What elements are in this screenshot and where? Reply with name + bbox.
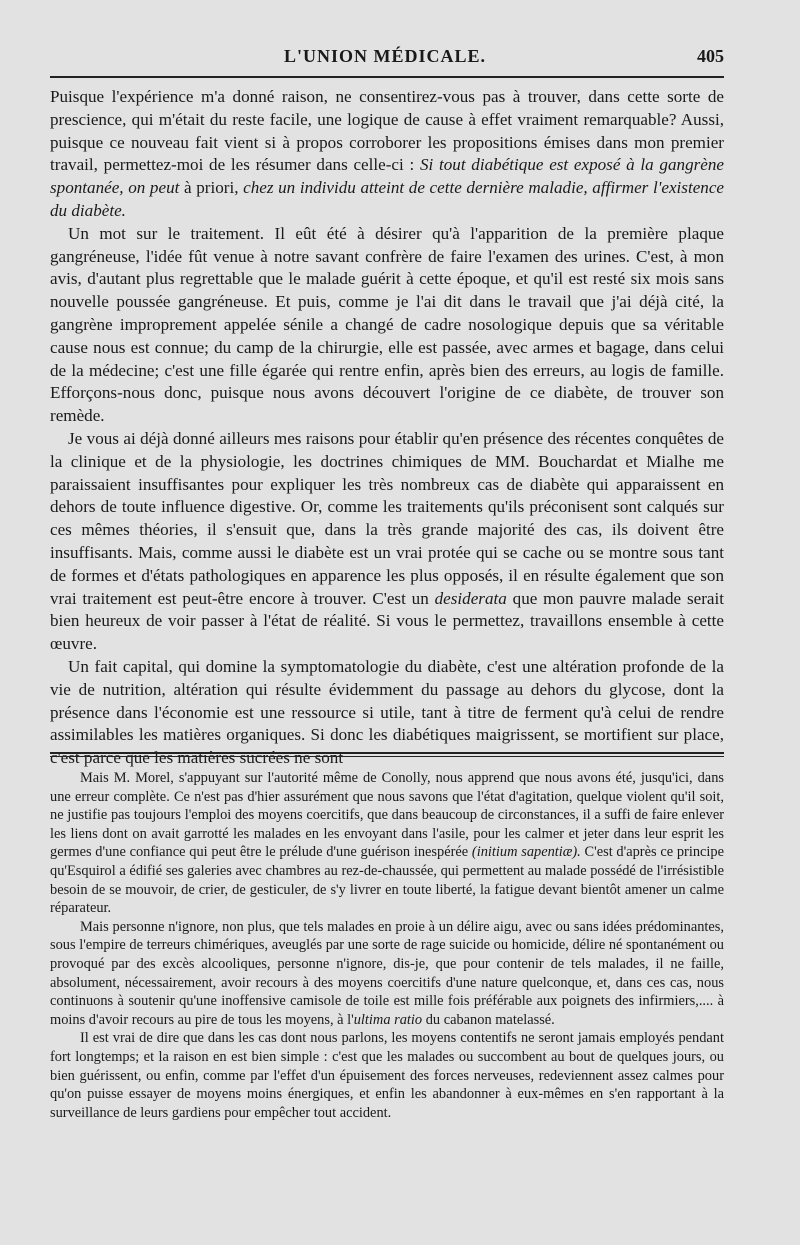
- footnote-italic-text: ultima ratio: [353, 1011, 423, 1028]
- footnote-rule-thin: [50, 756, 724, 757]
- footnote-text: du cabanon matelassé.: [422, 1011, 555, 1028]
- body-text: Un fait capital, qui domine la symptomatologie du diabète, c'est une altération profonde de la vie de nutrition, altération qui résulte évidemment du passage au dehors du glycose, dont la présence dans l'économie est une ressource si utile, tant à titre de ferment qu'à celui de rendre assimilables les matières organiques. Si donc les diabétiques maigrissent, se mortifient sur place, c'est parce que les matières sucrées ne sont: [50, 656, 724, 768]
- footnote-italic-text: (initium sapentiæ).: [471, 844, 581, 861]
- page-number: 405: [697, 46, 724, 66]
- body-paragraph: [50, 428, 724, 656]
- body-text: Je vous ai déjà donné ailleurs mes raisons pour établir qu'en présence des récentes conquêtes de la clinique et de la physiologie, les doctrines chimiques de MM. Bouchardat et Mialhe me paraissaient insuffisantes pour expliquer les très nombreux cas de diabète qui apparaissent en dehors de toute influence digestive. Or, comme les traitements qu'ils préconisent sont calqués sur ces mêmes théories, il s'ensuit que, dans la très grande majorité des cas, ils doivent être insuffisants. Mais, comme aussi le diabète est un vrai protée qui se cache ou se montre sous tant de formes et d'états pathologiques en apparence les plus opposés, il en résulte également que son vrai traitement est peut-être encore à trouver. C'est un: [50, 428, 724, 608]
- journal-title: L'UNION MÉDICALE.: [283, 46, 487, 66]
- footnote-text: Mais personne n'ignore, non plus, que tels malades en proie à un délire aigu, avec ou sans idées prédominantes, sous l'empire de terreurs chimériques, aveuglés par une sorte de rage suicide ou homicide, délire né spontanément ou provoqué par des excès alcooliques, personne n'ignore, dis-je, que pour contenir de tels malades, il ne faille, absolument, nécessairement, avoir recours à des moyens coercitifs d'une nature quelconque, et, dans ces cas, nous continuons à soutenir qu'une inoffensive camisole de toile est mille fois préférable aux poignets des infirmiers,.... à moins d'avoir recours au pire de tous les moyens, à l': [50, 918, 724, 1028]
- footnote-text: Mais M. Morel, s'appuyant sur l'autorité même de Conolly, nous apprend que nous avons été, jusqu'ici, dans une erreur complète. Ce n'est pas d'hier assurément que nous savons que l'état d'agitation, quelque violent qu'il soit, ne justifie pas toujours l'emploi des moyens coercitifs, que dans beaucoup de circonstances, il a suffi de faire enlever les liens dont on avait garrotté les malades en les envoyant dans l'asile, pour les calmer et jeter dans leur esprit les germes d'une confiance qui peut être le prélude d'une guérison inespérée: [50, 770, 724, 861]
- body-text: Puisque l'expérience m'a donné raison, ne consentirez-vous pas à trouver, dans cette sorte de prescience, qui m'était du reste facile, une logique de cause à effet vraiment remarquable? Aussi, puisque ce nouveau fait vient si à propos corroborer les propositions émises dans mon premier travail, permettez-moi de les résumer dans celle-ci :: [50, 87, 724, 175]
- body-text: à priori,: [179, 178, 244, 198]
- body-text: Un mot sur le traitement. Il eût été à désirer qu'à l'apparition de la première plaque gangréneuse, l'idée fût venue à notre savant confrère de faire l'examen des urines. C'est, à mon avis, d'autant plus regrettable que le malade guérit à cette époque, et qu'il est resté six mois sans nouvelle poussée gangréneuse. Et puis, comme je l'ai dit dans le travail que j'ai déjà cité, la gangrène improprement appelée sénile a changé de cadre nosologique depuis que sa véritable cause nous est connue; du camp de la chirurgie, elle est passée, avec armes et bagage, dans celui de la médecine; c'est une fille égarée qui rentre enfin, après bien des erreurs, au logis de famille. Efforçons-nous donc, puisque nous avons découvert l'origine de ce diabète, de trouver son remède.: [50, 223, 724, 426]
- running-head: [46, 42, 724, 72]
- body-paragraph: [50, 223, 724, 428]
- body-italic-text: Si tout diabétique est exposé à la gangrène spontanée, on peut: [50, 155, 724, 198]
- header-rule: [50, 76, 724, 78]
- footnote-paragraph: [50, 769, 724, 918]
- main-text: [50, 86, 724, 770]
- body-italic-text: chez un individu atteint de cette dernière maladie, affirmer l'existence du diabète.: [50, 178, 725, 220]
- footnote-text: C'est d'après ce principe qu'Esquirol a édifié ses galeries avec chambres au rez-de-chaussée, qui permettent au malade possédé de l'irrésistible besoin de se mouvoir, de crier, de gesticuler, de s'y livrer en toute liberté, la fatigue devant bientôt amener un calme réparateur.: [50, 844, 724, 917]
- footnote-paragraph: [50, 1029, 724, 1122]
- footnote-paragraph: [50, 918, 724, 1030]
- footnote-rule: [50, 752, 724, 754]
- body-italic-text: desiderata: [434, 588, 507, 608]
- footnote-text: Il est vrai de dire que dans les cas dont nous parlons, les moyens contentifs ne seront jamais employés pendant fort longtemps; et la raison en est bien simple : c'est que les malades ou succombent au bout de quelques jours, ou bien guérissent, ou enfin, comme par l'effet d'un épuisement des forces nerveuses, redeviennent assez calmes pour qu'on puisse essayer de moyens moins énergiques, et enfin les abandonner à eux-mêmes en s'en rapportant à la surveillance de leurs gardiens pour empêcher tout accident.: [50, 1030, 724, 1121]
- footnote-text: [50, 769, 724, 1122]
- body-text: que mon pauvre malade serait bien heureux de voir passer à l'état de réalité. Si vous le permettez, travaillons ensemble à cette œuvre.: [50, 588, 724, 654]
- body-paragraph: [50, 86, 724, 223]
